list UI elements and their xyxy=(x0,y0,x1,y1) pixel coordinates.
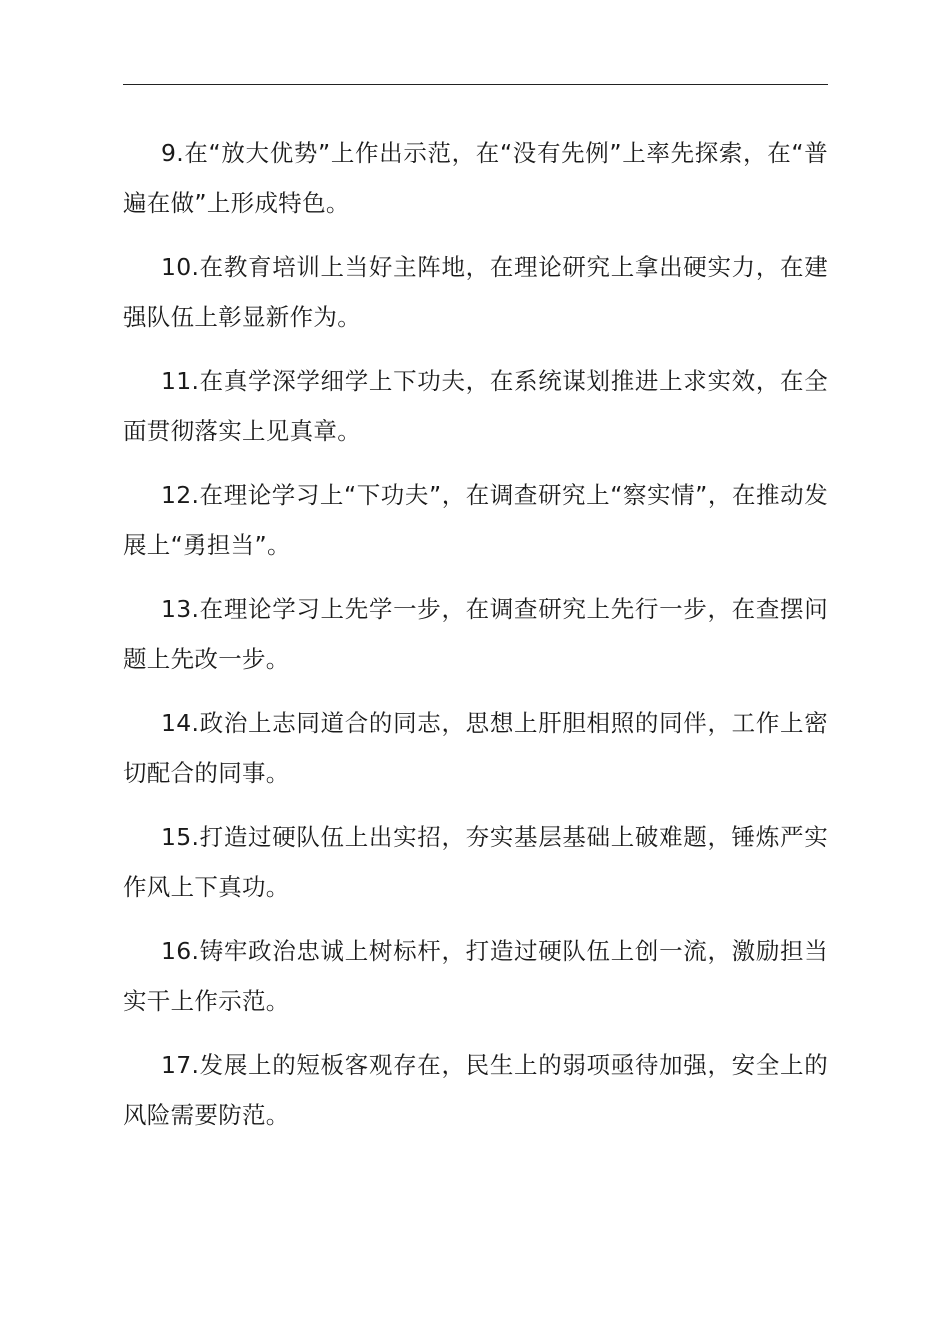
document-body xyxy=(123,128,828,1154)
paragraph-13: 13.在理论学习上先学一步，在调查研究上先行一步，在查摆问题上先改一步。 xyxy=(123,595,828,673)
paragraph-16: 16.铸牢政治忠诚上树标杆，打造过硬队伍上创一流，激励担当实干上作示范。 xyxy=(123,937,828,1015)
paragraph-9: 9.在“放大优势”上作出示范，在“没有先例”上率先探索，在“普遍在做”上形成特色。 xyxy=(123,139,828,217)
paragraph-10: 10.在教育培训上当好主阵地，在理论研究上拿出硬实力，在建强队伍上彰显新作为。 xyxy=(123,253,828,331)
paragraph-14: 14.政治上志同道合的同志，思想上肝胆相照的同伴，工作上密切配合的同事。 xyxy=(123,709,828,787)
paragraph-11: 11.在真学深学细学上下功夫，在系统谋划推进上求实效，在全面贯彻落实上见真章。 xyxy=(123,367,828,445)
paragraph-12: 12.在理论学习上“下功夫”，在调查研究上“察实情”，在推动发展上“勇担当”。 xyxy=(123,481,828,559)
header-divider xyxy=(123,84,828,85)
paragraph-17: 17.发展上的短板客观存在，民生上的弱项亟待加强，安全上的风险需要防范。 xyxy=(123,1051,828,1129)
paragraph-15: 15.打造过硬队伍上出实招，夯实基层基础上破难题，锤炼严实作风上下真功。 xyxy=(123,823,828,901)
